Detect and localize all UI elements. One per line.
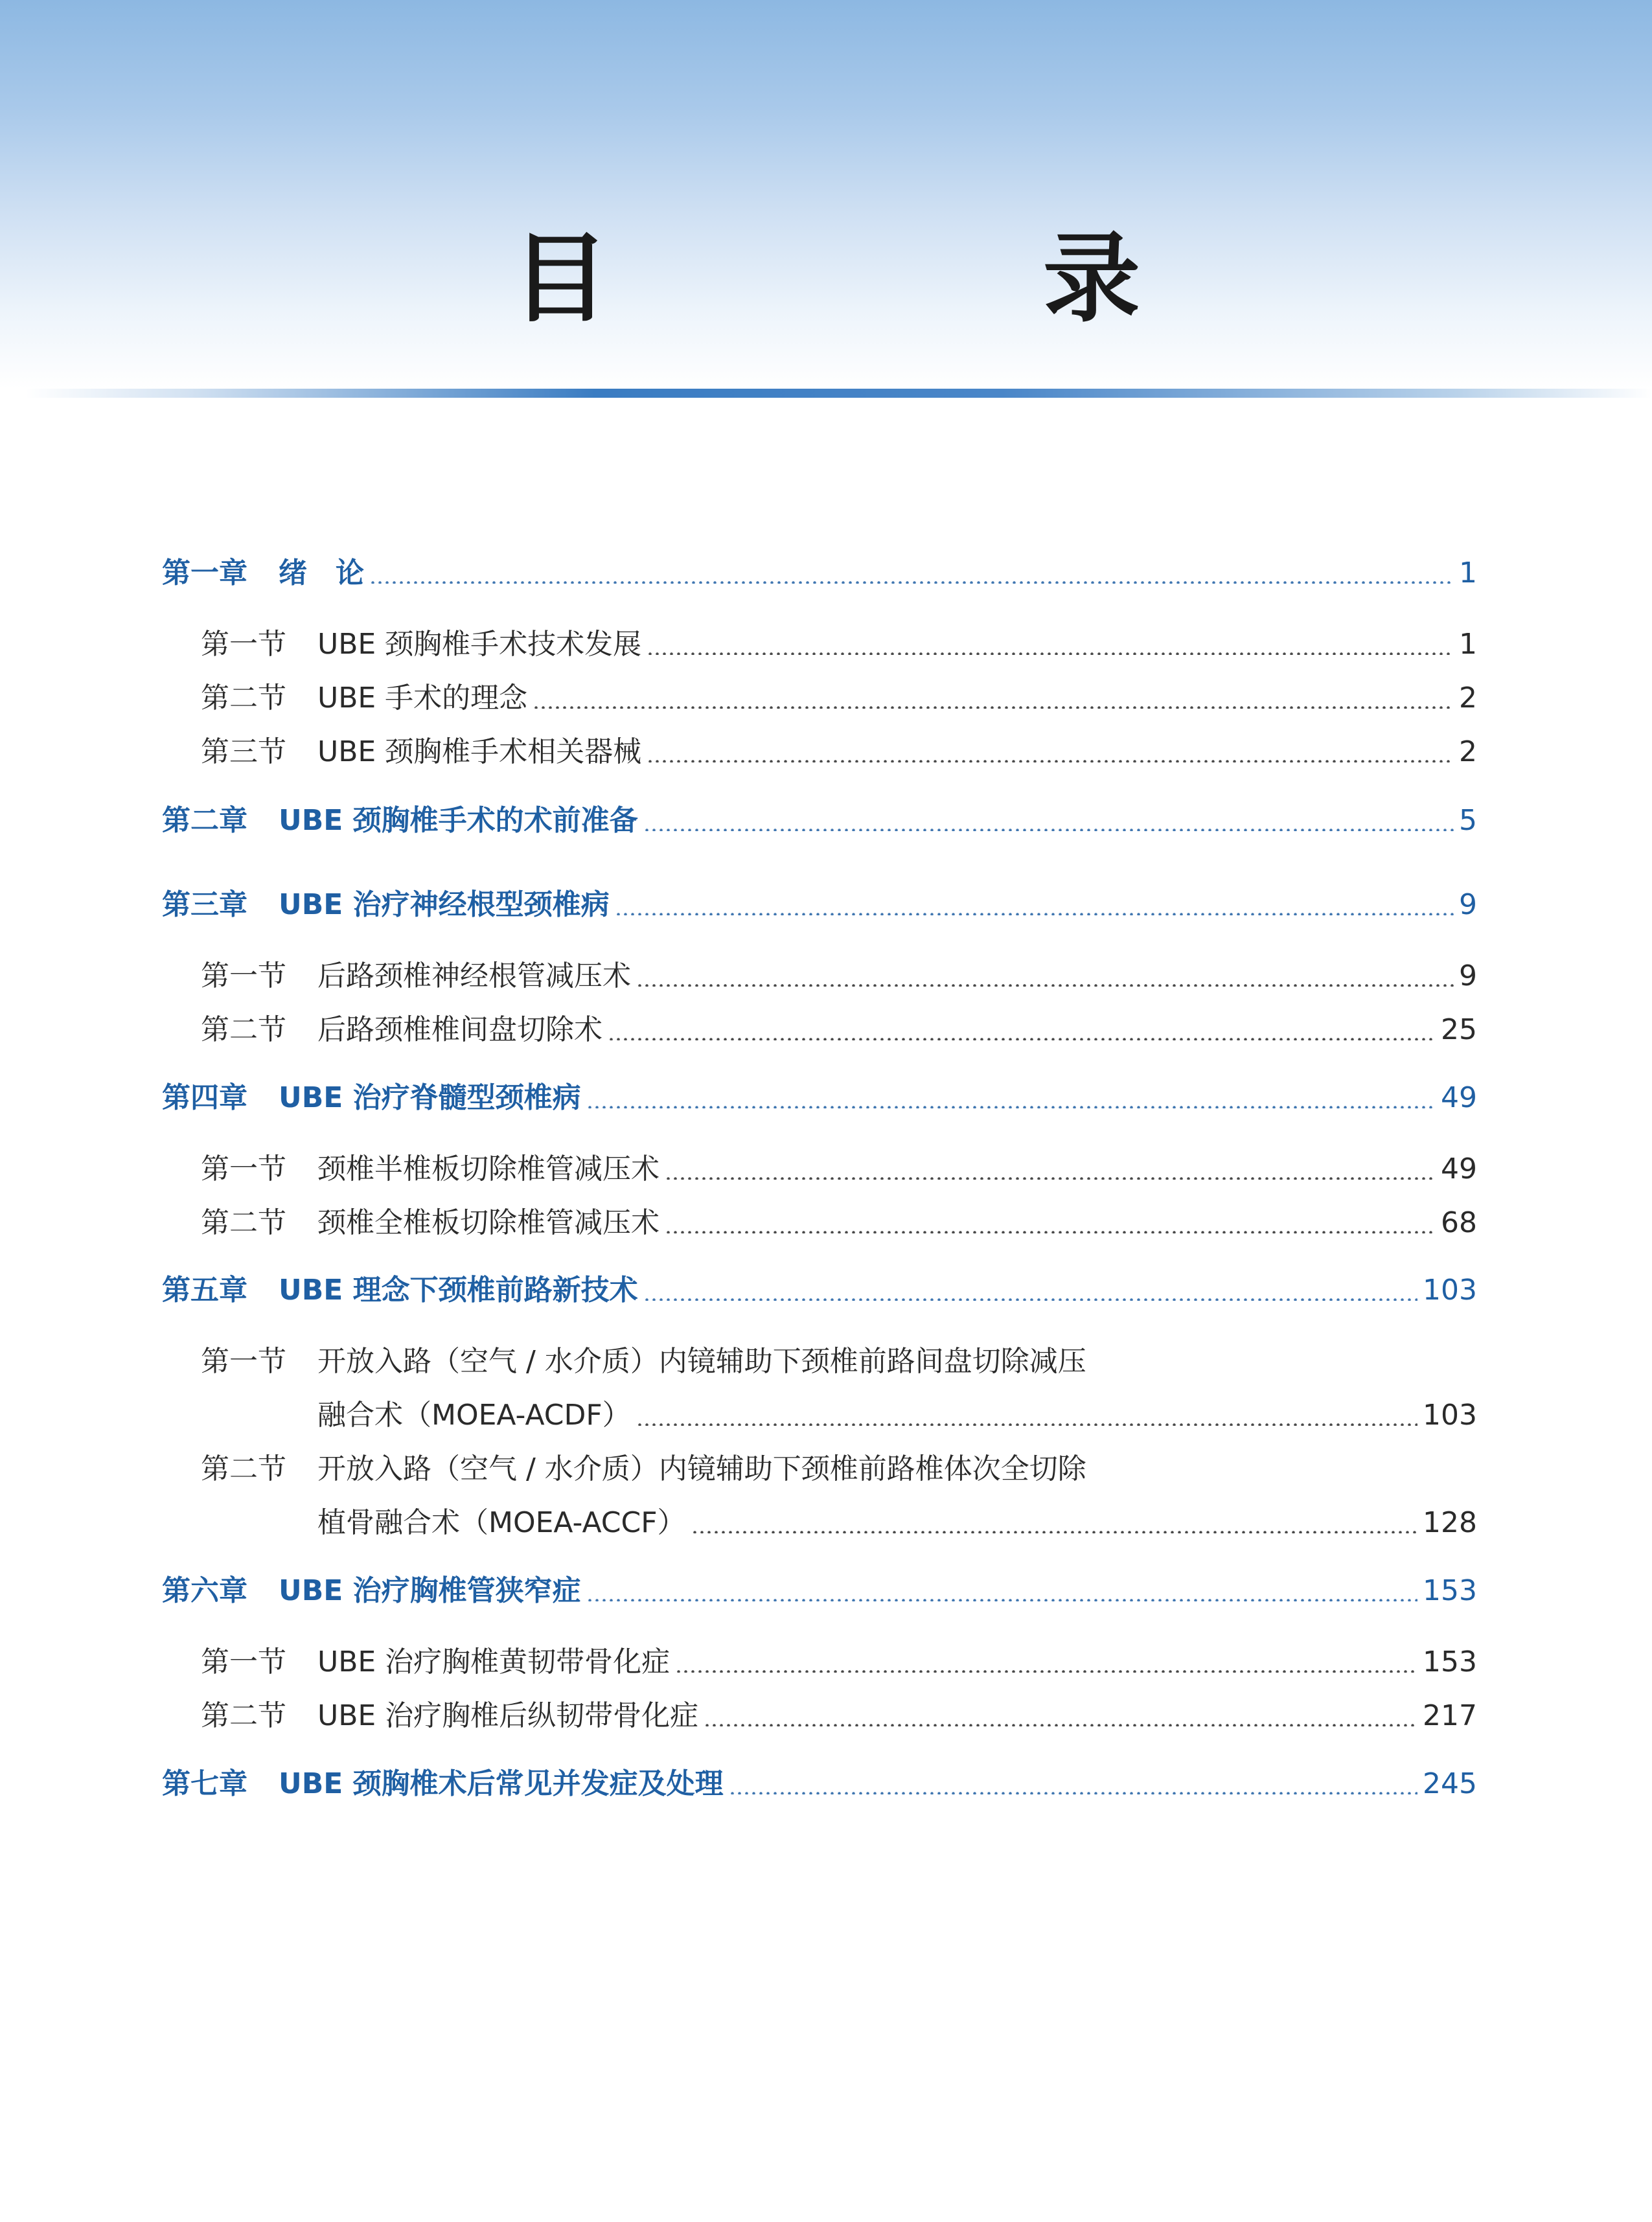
chapter-title: 绪 论 xyxy=(279,556,364,590)
toc-chapter-1[interactable] xyxy=(162,551,1477,596)
chapter-number: 第四章 xyxy=(162,1081,247,1114)
dot-leader xyxy=(615,913,1454,915)
section-number: 第一节 xyxy=(201,1645,286,1678)
section-title: 开放入路（空气 / 水介质）内镜辅助下颈椎前路椎体次全切除 xyxy=(317,1452,1086,1485)
page-number: 2 xyxy=(1459,735,1477,768)
page-number: 9 xyxy=(1459,888,1477,921)
section-title: 颈椎半椎板切除椎管减压术 xyxy=(317,1152,660,1185)
toc-chapter-4[interactable] xyxy=(162,1075,1477,1121)
page-number: 103 xyxy=(1423,1399,1477,1432)
section-title: UBE 颈胸椎手术技术发展 xyxy=(317,628,642,661)
section-title: UBE 治疗胸椎黄韧带骨化症 xyxy=(317,1645,671,1678)
dot-leader xyxy=(643,1298,1417,1301)
toc-section-4-2[interactable] xyxy=(162,1200,1477,1246)
toc-chapter-5[interactable] xyxy=(162,1268,1477,1313)
chapter-number: 第七章 xyxy=(162,1767,247,1800)
page-number: 49 xyxy=(1441,1081,1477,1114)
dot-leader xyxy=(691,1531,1417,1533)
chapter-number: 第五章 xyxy=(162,1274,247,1307)
chapter-title: UBE 理念下颈椎前路新技术 xyxy=(279,1274,638,1307)
toc-section-1-1[interactable] xyxy=(162,622,1477,667)
dot-leader xyxy=(675,1670,1417,1673)
dot-leader xyxy=(704,1724,1417,1726)
dot-leader xyxy=(533,706,1454,709)
dot-leader xyxy=(369,581,1454,584)
section-number: 第二节 xyxy=(201,1013,286,1046)
dot-leader xyxy=(643,829,1454,831)
dot-leader xyxy=(636,1423,1417,1426)
section-title: UBE 颈胸椎手术相关器械 xyxy=(317,735,642,768)
dot-leader xyxy=(647,760,1454,762)
toc-section-6-2[interactable] xyxy=(162,1693,1477,1739)
page-number: 128 xyxy=(1423,1506,1477,1539)
chapter-number: 第六章 xyxy=(162,1574,247,1607)
toc-section-1-2[interactable] xyxy=(162,676,1477,721)
toc-section-6-1[interactable] xyxy=(162,1640,1477,1685)
page-number: 2 xyxy=(1459,681,1477,715)
toc-section-4-1[interactable] xyxy=(162,1147,1477,1192)
section-number: 第一节 xyxy=(201,1152,286,1185)
page-number: 49 xyxy=(1441,1152,1477,1185)
section-title: UBE 治疗胸椎后纵韧带骨化症 xyxy=(317,1699,699,1732)
page-number: 217 xyxy=(1423,1699,1477,1732)
section-number: 第一节 xyxy=(201,628,286,661)
toc-chapter-2[interactable] xyxy=(162,798,1477,843)
toc-section-5-2-continued[interactable] xyxy=(162,1500,1477,1546)
chapter-number: 第一章 xyxy=(162,556,247,590)
page-number: 25 xyxy=(1441,1013,1477,1046)
section-number: 第一节 xyxy=(201,959,286,992)
chapter-title: UBE 颈胸椎手术的术前准备 xyxy=(279,804,638,837)
toc-section-5-1-continued[interactable] xyxy=(162,1393,1477,1438)
dot-leader xyxy=(647,652,1454,655)
section-number: 第一节 xyxy=(201,1345,286,1378)
chapter-title: UBE 治疗脊髓型颈椎病 xyxy=(279,1081,581,1114)
toc-section-1-3[interactable] xyxy=(162,729,1477,775)
dot-leader xyxy=(636,984,1454,987)
toc-section-3-1[interactable] xyxy=(162,954,1477,999)
section-title: 后路颈椎椎间盘切除术 xyxy=(317,1013,602,1046)
section-title-continued: 融合术（MOEA-ACDF） xyxy=(317,1399,631,1432)
chapter-number: 第三章 xyxy=(162,888,247,921)
dot-leader xyxy=(665,1177,1436,1180)
section-number: 第二节 xyxy=(201,1452,286,1485)
chapter-title: UBE 治疗胸椎管狭窄症 xyxy=(279,1574,581,1607)
chapter-title: UBE 颈胸椎术后常见并发症及处理 xyxy=(279,1767,724,1800)
page-number: 245 xyxy=(1423,1767,1477,1800)
section-title: 颈椎全椎板切除椎管减压术 xyxy=(317,1206,660,1239)
section-title-continued: 植骨融合术（MOEA-ACCF） xyxy=(317,1506,686,1539)
section-number: 第三节 xyxy=(201,735,286,768)
toc-chapter-6[interactable] xyxy=(162,1568,1477,1614)
toc-chapter-7[interactable] xyxy=(162,1761,1477,1807)
section-number: 第二节 xyxy=(201,681,286,715)
dot-leader xyxy=(586,1599,1417,1601)
dot-leader xyxy=(665,1231,1436,1233)
dot-leader xyxy=(729,1792,1417,1794)
toc-chapter-3[interactable] xyxy=(162,882,1477,928)
page-number: 68 xyxy=(1441,1206,1477,1239)
page-number: 5 xyxy=(1459,804,1477,837)
page-number: 1 xyxy=(1459,628,1477,661)
page-title: 目 录 xyxy=(511,222,1309,336)
dot-leader xyxy=(586,1106,1436,1108)
page-number: 153 xyxy=(1423,1574,1477,1607)
header-divider xyxy=(26,389,1652,398)
section-title: 后路颈椎神经根管减压术 xyxy=(317,959,631,992)
toc-section-3-2[interactable] xyxy=(162,1007,1477,1053)
section-title: UBE 手术的理念 xyxy=(317,681,528,715)
page-number: 153 xyxy=(1423,1645,1477,1678)
toc-section-5-2[interactable] xyxy=(162,1447,1477,1492)
chapter-title: UBE 治疗神经根型颈椎病 xyxy=(279,888,610,921)
page-number: 9 xyxy=(1459,959,1477,992)
page-number: 103 xyxy=(1423,1274,1477,1307)
page-number: 1 xyxy=(1459,556,1477,590)
dot-leader xyxy=(608,1038,1436,1040)
section-number: 第二节 xyxy=(201,1206,286,1239)
section-title: 开放入路（空气 / 水介质）内镜辅助下颈椎前路间盘切除减压 xyxy=(317,1345,1086,1378)
toc-section-5-1[interactable] xyxy=(162,1339,1477,1384)
section-number: 第二节 xyxy=(201,1699,286,1732)
chapter-number: 第二章 xyxy=(162,804,247,837)
